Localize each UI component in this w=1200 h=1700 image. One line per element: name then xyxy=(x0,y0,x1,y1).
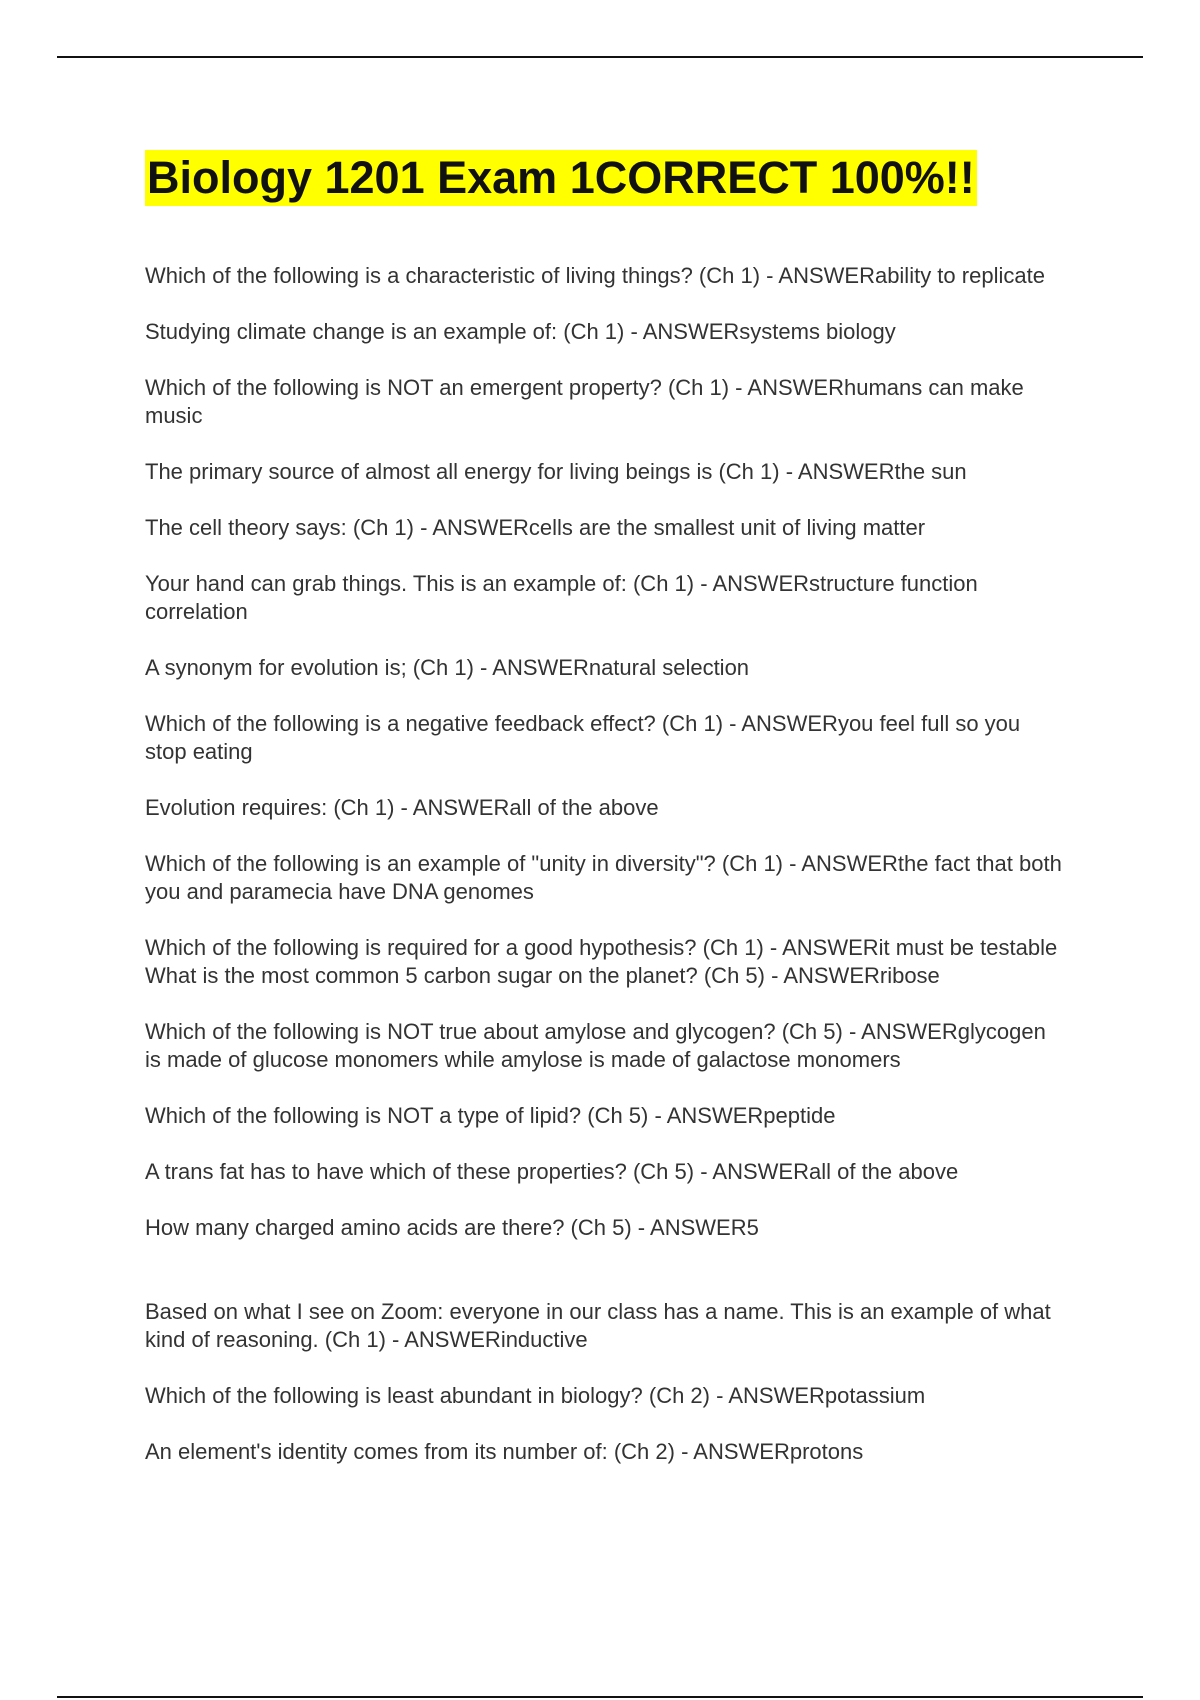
question-text: How many charged amino acids are there? (Ch 5) - xyxy=(145,1215,651,1240)
qa-item xyxy=(145,1382,1065,1410)
question-text: Which of the following is NOT true about amylose and glycogen? (Ch 5) - xyxy=(145,1019,862,1044)
answer-text: protons xyxy=(789,1439,864,1464)
qa-item xyxy=(145,1102,1065,1130)
qa-item xyxy=(145,934,1065,962)
answer-label: ANSWER xyxy=(782,935,879,960)
question-text: The primary source of almost all energy for living beings is (Ch 1) - xyxy=(145,459,798,484)
answer-label: ANSWER xyxy=(741,711,838,736)
answer-text: the fact that both you and paramecia have DNA genomes xyxy=(145,851,1062,904)
qa-item xyxy=(145,1158,1065,1186)
question-text: The cell theory says: (Ch 1) - xyxy=(145,515,433,540)
answer-label: ANSWER xyxy=(666,1103,764,1128)
question-text: Which of the following is least abundant in biology? (Ch 2) - xyxy=(145,1383,729,1408)
answer-text: glycogen is made of glucose monomers while amylose is made of galactose monomers xyxy=(145,1019,1046,1072)
answer-text: the sun xyxy=(894,459,967,484)
question-text: Which of the following is NOT an emergent property? (Ch 1) - xyxy=(145,375,748,400)
answer-label: ANSWER xyxy=(693,1439,790,1464)
answer-label: ANSWER xyxy=(801,851,898,876)
answer-text: humans can make music xyxy=(145,375,1024,428)
answer-label: ANSWER xyxy=(783,963,880,988)
answer-label: ANSWER xyxy=(404,1327,501,1352)
question-text: Which of the following is a negative feedback effect? (Ch 1) - xyxy=(145,711,742,736)
qa-item xyxy=(145,654,1065,682)
answer-text: structure function correlation xyxy=(145,571,978,624)
qa-item xyxy=(145,794,1065,822)
answer-text: systems biology xyxy=(739,319,896,344)
answer-text: it must be testable xyxy=(878,935,1058,960)
question-text: A synonym for evolution is; (Ch 1) - xyxy=(145,655,493,680)
answer-text: cells are the smallest unit of living matter xyxy=(528,515,926,540)
qa-item xyxy=(145,962,1065,990)
bottom-rule xyxy=(57,1696,1143,1698)
question-text: Your hand can grab things. This is an example of: (Ch 1) - xyxy=(145,571,713,596)
answer-text: natural selection xyxy=(588,655,750,680)
question-text: Which of the following is a characteristic of living things? (Ch 1) - xyxy=(145,263,779,288)
qa-item xyxy=(145,1298,1065,1354)
question-text: An element's identity comes from its number of: (Ch 2) - xyxy=(145,1439,694,1464)
answer-text: peptide xyxy=(763,1103,836,1128)
top-rule xyxy=(57,56,1143,58)
answer-label: ANSWER xyxy=(712,571,809,596)
question-text: A trans fat has to have which of these properties? (Ch 5) - xyxy=(145,1159,713,1184)
question-text: Studying climate change is an example of: (Ch 1) - xyxy=(145,319,643,344)
answer-label: ANSWER xyxy=(642,319,740,344)
title-row xyxy=(145,150,1065,206)
answer-text: potassium xyxy=(824,1383,926,1408)
answer-label: ANSWER xyxy=(492,655,589,680)
document-body xyxy=(145,150,1065,1494)
answer-text: 5 xyxy=(746,1215,759,1240)
answer-text: inductive xyxy=(500,1327,588,1352)
qa-item xyxy=(145,850,1065,906)
answer-label: ANSWER xyxy=(650,1215,747,1240)
question-text: Based on what I see on Zoom: everyone in our class has a name. This is an example of what kind of reasoning. (Ch 1) - xyxy=(145,1299,1051,1352)
answer-text: all of the above xyxy=(808,1159,959,1184)
qa-item xyxy=(145,570,1065,626)
qa-item xyxy=(145,458,1065,486)
answer-label: ANSWER xyxy=(861,1019,958,1044)
qa-item xyxy=(145,710,1065,766)
document-title: Biology 1201 Exam 1CORRECT 100%!! xyxy=(145,150,977,206)
answer-label: ANSWER xyxy=(728,1383,825,1408)
question-text: Evolution requires: (Ch 1) - xyxy=(145,795,413,820)
qa-item xyxy=(145,514,1065,542)
answer-label: ANSWER xyxy=(412,795,510,820)
answer-text: all of the above xyxy=(509,795,659,820)
qa-item xyxy=(145,1438,1065,1466)
answer-label: ANSWER xyxy=(778,263,875,288)
qa-item xyxy=(145,262,1065,290)
qa-item xyxy=(145,318,1065,346)
answer-label: ANSWER xyxy=(712,1159,809,1184)
answer-text: ribose xyxy=(879,963,940,988)
qa-item xyxy=(145,1214,1065,1242)
answer-text: you feel full so you stop eating xyxy=(145,711,1021,764)
answer-label: ANSWER xyxy=(432,515,529,540)
answer-text: ability to replicate xyxy=(874,263,1045,288)
answer-label: ANSWER xyxy=(747,375,844,400)
answer-label: ANSWER xyxy=(797,459,895,484)
question-text: Which of the following is NOT a type of lipid? (Ch 5) - xyxy=(145,1103,667,1128)
question-text: What is the most common 5 carbon sugar on the planet? (Ch 5) - xyxy=(145,963,784,988)
qa-item xyxy=(145,374,1065,430)
question-text: Which of the following is an example of "unity in diversity"? (Ch 1) - xyxy=(145,851,802,876)
question-text: Which of the following is required for a good hypothesis? (Ch 1) - xyxy=(145,935,783,960)
qa-item xyxy=(145,1018,1065,1074)
